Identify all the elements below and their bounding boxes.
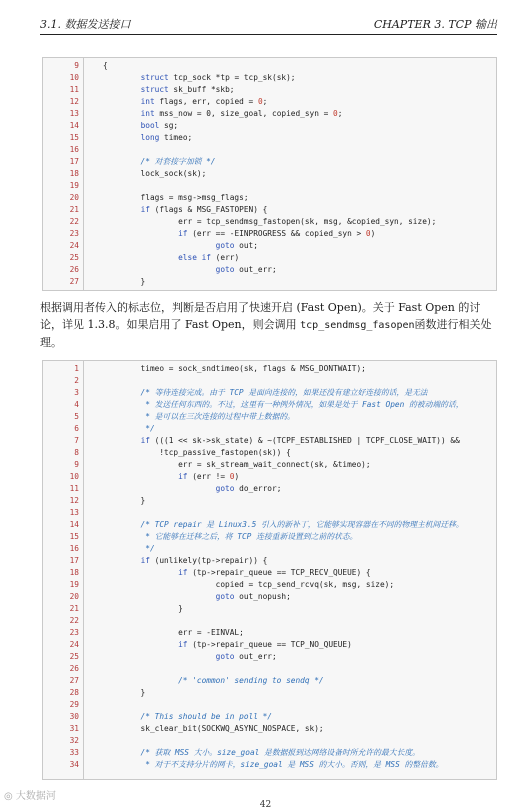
code-text: long timeo; [140, 133, 193, 142]
code-text: * 它能够在迁移之后，将 TCP 连接重新设置到之前的状态。 [103, 532, 358, 541]
code-line [43, 276, 496, 288]
code-line [43, 399, 496, 411]
code-line [43, 459, 496, 471]
code-line [43, 747, 496, 759]
code-text: err = tcp_sendmsg_fastopen(sk, msg, &copied_syn, size); [103, 217, 437, 226]
code-text: if (tp->repair_queue == TCP_NO_QUEUE) [178, 640, 352, 649]
line-number: 22 [69, 616, 79, 625]
code-line [43, 627, 496, 639]
code-line [43, 84, 496, 96]
line-number: 10 [69, 472, 79, 481]
code-text: goto do_error; [215, 484, 282, 493]
line-number: 6 [74, 424, 79, 433]
code-text: } [103, 277, 146, 286]
code-text: } [103, 496, 146, 505]
code-line [43, 156, 496, 168]
line-number: 9 [74, 460, 79, 469]
code-line [43, 567, 496, 579]
code-text: /* This should be in poll */ [103, 712, 272, 721]
code-text: int flags, err, copied = 0; [140, 97, 268, 106]
line-number: 28 [69, 688, 79, 697]
code-line [43, 663, 496, 675]
line-number: 12 [69, 496, 79, 505]
line-number: 18 [69, 169, 79, 178]
code-line [43, 507, 496, 519]
line-number: 13 [69, 508, 79, 517]
code-text: */ [103, 424, 155, 433]
code-text: } [103, 604, 183, 613]
line-number: 25 [69, 253, 79, 262]
line-number: 19 [69, 580, 79, 589]
line-number: 22 [69, 217, 79, 226]
code-text: sk_clear_bit(SOCKWQ_ASYNC_NOSPACE, sk); [103, 724, 324, 733]
line-number: 24 [69, 241, 79, 250]
line-number: 8 [74, 448, 79, 457]
code-text: !tcp_passive_fastopen(sk)) { [103, 448, 291, 457]
code-line [43, 579, 496, 591]
code-line [43, 639, 496, 651]
code-text: { [103, 61, 108, 70]
code-line [43, 180, 496, 192]
code-text: int mss_now = 0, size_goal, copied_syn = 0; [140, 109, 343, 118]
code-line [43, 228, 496, 240]
paragraph-inline-code: tcp_sendmsg_fasopen [300, 320, 415, 331]
line-number: 19 [69, 181, 79, 190]
code-line [43, 387, 496, 399]
line-number: 27 [69, 676, 79, 685]
code-line [43, 216, 496, 228]
line-number: 14 [69, 121, 79, 130]
code-text: err = -EINVAL; [103, 628, 244, 637]
line-number: 17 [69, 556, 79, 565]
code-line [43, 711, 496, 723]
line-number: 21 [69, 205, 79, 214]
code-line [43, 252, 496, 264]
code-text: if (tp->repair_queue == TCP_RECV_QUEUE) { [178, 568, 371, 577]
line-number: 25 [69, 652, 79, 661]
code-text: else if (err) [178, 253, 240, 262]
line-number: 4 [74, 400, 79, 409]
code-line [43, 735, 496, 747]
watermark: ◎ 大数据河 [4, 791, 56, 802]
line-number: 5 [74, 412, 79, 421]
code-line [43, 264, 496, 276]
body-paragraph [40, 299, 500, 351]
code-line [43, 423, 496, 435]
line-number: 32 [69, 736, 79, 745]
line-number: 24 [69, 640, 79, 649]
line-number: 20 [69, 193, 79, 202]
line-number: 14 [69, 520, 79, 529]
header-section-title: 3.1. 数据发送接口 [40, 18, 131, 31]
code-text: struct sk_buff *skb; [140, 85, 235, 94]
code-line [43, 363, 496, 375]
code-text: goto out; [215, 241, 258, 250]
code-text: goto out_err; [215, 265, 277, 274]
code-line [43, 375, 496, 387]
code-text: timeo = sock_sndtimeo(sk, flags & MSG_DONTWAIT); [103, 364, 366, 373]
code-text: flags = msg->msg_flags; [103, 193, 249, 202]
line-number: 7 [74, 436, 79, 445]
line-number: 33 [69, 748, 79, 757]
code-line [43, 687, 496, 699]
code-text: * 是可以在三次连接的过程中带上数据的。 [103, 412, 295, 421]
code-line [43, 483, 496, 495]
code-line [43, 132, 496, 144]
code-line [43, 72, 496, 84]
code-line [43, 699, 496, 711]
code-line [43, 603, 496, 615]
line-number: 15 [69, 532, 79, 541]
code-line [43, 120, 496, 132]
line-number: 3 [74, 388, 79, 397]
code-line [43, 435, 496, 447]
line-number: 26 [69, 265, 79, 274]
code-text: if (((1 << sk->sk_state) & ~(TCPF_ESTABLISHED | TCPF_CLOSE_WAIT)) && [140, 436, 460, 445]
line-number: 11 [69, 85, 79, 94]
line-number: 17 [69, 157, 79, 166]
code-line [43, 675, 496, 687]
code-line [43, 723, 496, 735]
code-line [43, 108, 496, 120]
code-line [43, 60, 496, 72]
code-listing-2 [42, 360, 497, 780]
line-number: 12 [69, 97, 79, 106]
code-line [43, 543, 496, 555]
code-line [43, 759, 496, 771]
code-line [43, 204, 496, 216]
line-number: 31 [69, 724, 79, 733]
code-line [43, 471, 496, 483]
code-text: /* 对套接字加锁 */ [103, 157, 216, 166]
running-header [40, 16, 497, 32]
code-text: bool sg; [140, 121, 179, 130]
line-number: 1 [74, 364, 79, 373]
code-text: * 发送任何东西的。不过，这里有一种例外情况，如果是处于 Fast Open 的被动端的话， [103, 400, 464, 409]
line-number: 30 [69, 712, 79, 721]
code-line [43, 96, 496, 108]
paragraph-text-part2: 函数进行相关处理。 [40, 318, 492, 349]
line-number: 34 [69, 760, 79, 769]
code-line [43, 615, 496, 627]
code-line [43, 591, 496, 603]
code-line [43, 555, 496, 567]
paragraph-text-part1: 根据调用者传入的标志位，判断是否启用了快速开启 (Fast Open)。关于 Fast Open 的讨论，详见 1.3.8。如果启用了 Fast Open，则会调用 [40, 301, 481, 331]
code-text: goto out_err; [215, 652, 277, 661]
header-rule [40, 34, 497, 35]
line-number: 18 [69, 568, 79, 577]
code-text: } [103, 688, 146, 697]
code-text: lock_sock(sk); [103, 169, 207, 178]
code-text: goto out_nopush; [215, 592, 291, 601]
code-text: */ [103, 544, 155, 553]
code-line [43, 651, 496, 663]
code-line [43, 495, 496, 507]
code-text: if (err == -EINPROGRESS && copied_syn > 0) [178, 229, 376, 238]
code-text: if (flags & MSG_FASTOPEN) { [140, 205, 268, 214]
line-number: 20 [69, 592, 79, 601]
line-number: 27 [69, 277, 79, 286]
code-text: copied = tcp_send_rcvq(sk, msg, size); [103, 580, 395, 589]
code-text: if (err != 0) [178, 472, 240, 481]
code-line [43, 531, 496, 543]
header-chapter-title: CHAPTER 3. TCP 输出 [373, 18, 497, 31]
page-number: 42 [259, 800, 272, 810]
line-number: 2 [74, 376, 79, 385]
code-line [43, 192, 496, 204]
line-number: 23 [69, 628, 79, 637]
line-number: 26 [69, 664, 79, 673]
code-line [43, 168, 496, 180]
code-text: /* 获取 MSS 大小。size_goal 是数据报到达网络设备时所允许的最大长度。 [103, 748, 420, 757]
line-number: 29 [69, 700, 79, 709]
code-listing-1 [42, 57, 497, 291]
code-text: struct tcp_sock *tp = tcp_sk(sk); [140, 73, 296, 82]
line-number: 11 [69, 484, 79, 493]
line-number: 10 [69, 73, 79, 82]
code-text: /* TCP repair 是 Linux3.5 引入的新补丁，它能够实现容器在不同的物理主机间迁移。 [103, 520, 464, 529]
code-line [43, 411, 496, 423]
line-number: 21 [69, 604, 79, 613]
code-text: /* 'common' sending to sendq */ [103, 676, 324, 685]
code-line [43, 519, 496, 531]
code-text: * 对于不支持分片的网卡，size_goal 是 MSS 的大小。否则，是 MSS 的整倍数。 [103, 760, 444, 769]
line-number: 15 [69, 133, 79, 142]
line-number: 16 [69, 544, 79, 553]
code-text: if (unlikely(tp->repair)) { [140, 556, 268, 565]
line-number: 13 [69, 109, 79, 118]
code-text: err = sk_stream_wait_connect(sk, &timeo); [103, 460, 371, 469]
code-line [43, 240, 496, 252]
code-line [43, 144, 496, 156]
line-number: 9 [74, 61, 79, 70]
line-number: 16 [69, 145, 79, 154]
line-number: 23 [69, 229, 79, 238]
code-text: /* 等待连接完成。由于 TCP 是面向连接的，如果还没有建立好连接的话，是无法 [103, 388, 428, 397]
code-line [43, 447, 496, 459]
